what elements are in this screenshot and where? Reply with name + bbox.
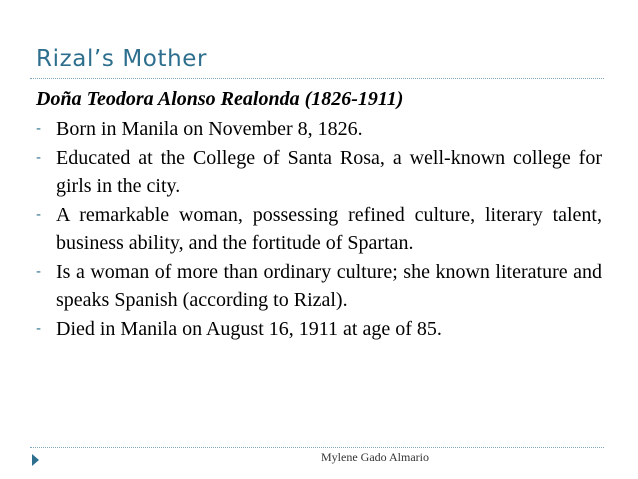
slide-title: Rizal’s Mother [36, 46, 208, 72]
list-item [36, 202, 602, 257]
footer-divider [30, 447, 604, 448]
footer-author: Mylene Gado Almario [321, 450, 429, 464]
bullet-marker: - [36, 207, 42, 223]
list-item-text: Died in Manila on August 16, 1911 at age of 85. [56, 318, 442, 340]
bullet-marker: - [36, 264, 42, 280]
title-divider [30, 78, 604, 79]
bullet-marker: - [36, 150, 42, 166]
list-item [36, 116, 602, 144]
slide-subtitle: Doña Teodora Alonso Realonda (1826-1911) [36, 88, 404, 110]
bullet-marker: - [36, 120, 42, 137]
list-item-text: A remarkable woman, possessing refined culture, literary talent, business ability, and the fortitude of Spartan. [56, 204, 602, 254]
slide-content [36, 86, 602, 346]
list-item [36, 145, 602, 200]
bullet-marker: - [36, 321, 42, 337]
list-item [36, 316, 602, 344]
list-item-text: Born in Manila on November 8, 1826. [56, 117, 363, 140]
triangle-arrow-icon [32, 454, 39, 466]
list-item-text: Is a woman of more than ordinary culture; she known literature and speaks Spanish (according to Rizal). [56, 261, 602, 311]
list-item [36, 259, 602, 314]
list-item-text: Educated at the College of Santa Rosa, a well-known college for girls in the city. [56, 147, 602, 197]
